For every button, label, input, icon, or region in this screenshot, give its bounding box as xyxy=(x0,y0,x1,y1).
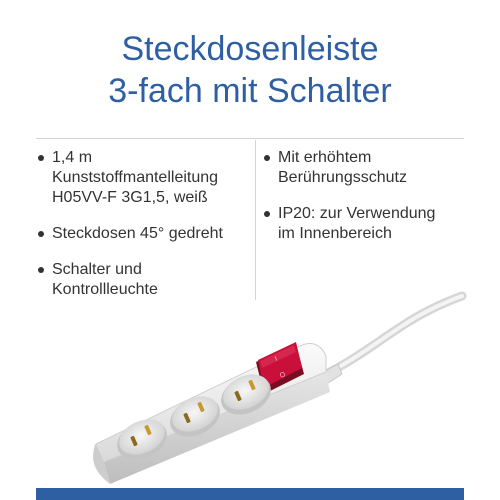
feature-protection-line-2: Berührungsschutz xyxy=(278,169,407,186)
title-line-1: Steckdosenleiste xyxy=(121,30,379,68)
feature-ip20-line-2: im Innenbereich xyxy=(278,225,392,242)
switch-off-mark: O xyxy=(278,371,287,380)
feature-sockets-line-1: Steckdosen 45° gedreht xyxy=(52,225,223,242)
feature-switch-line-2: Kontrollleuchte xyxy=(52,281,158,298)
title-line-2: 3-fach mit Schalter xyxy=(108,72,392,110)
bottom-color-band xyxy=(36,488,464,500)
feature-cable-line-3: H05VV-F 3G1,5, weiß xyxy=(52,189,208,206)
feature-cable-line-2: Kunststoffmantelleitung xyxy=(52,169,219,186)
feature-ip20-line-1: IP20: zur Verwendung xyxy=(278,205,436,222)
feature-cable-line-1: 1,4 m xyxy=(52,149,93,166)
feature-protection-line-1: Mit erhöhtem xyxy=(278,149,372,166)
feature-switch-line-1: Schalter und xyxy=(52,261,142,278)
switch-on-mark: I xyxy=(273,355,279,363)
